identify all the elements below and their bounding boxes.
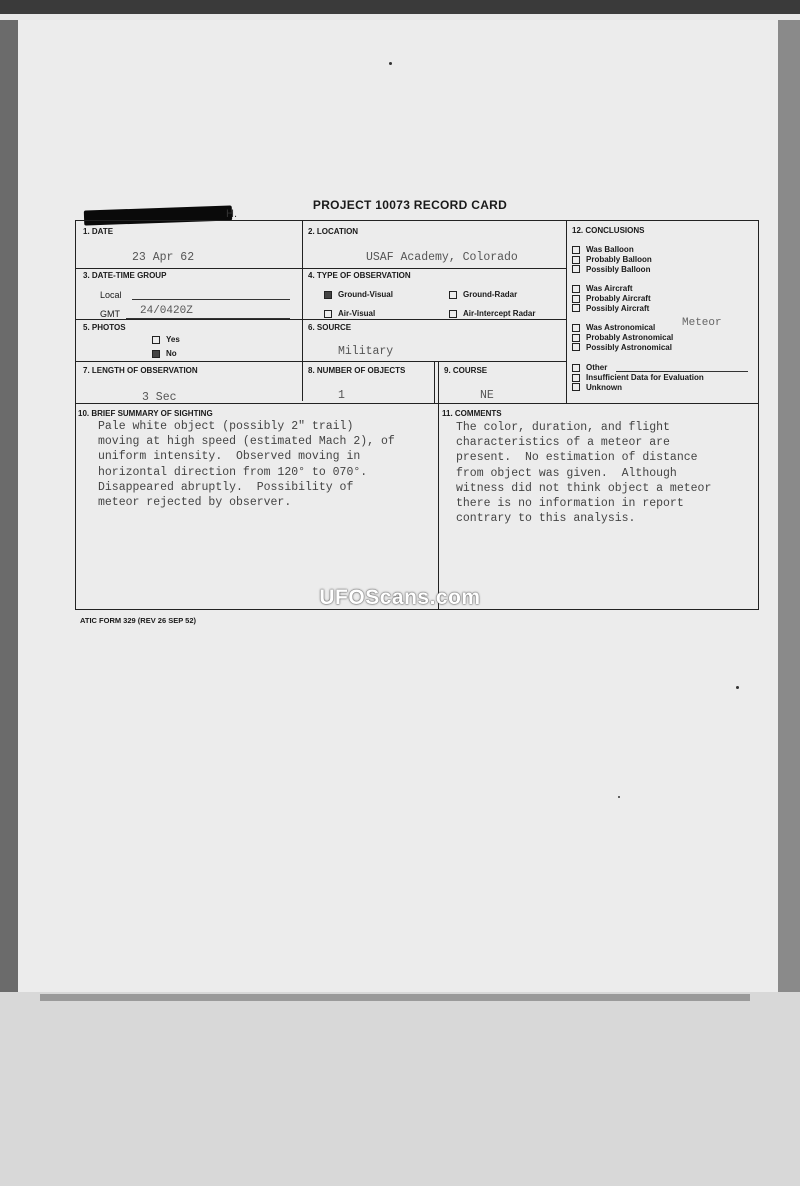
record-card: [75, 220, 759, 610]
scan-bottom-area: [0, 992, 800, 1186]
scan-bottom-line: [40, 994, 750, 1001]
source-label: 6. SOURCE: [308, 323, 352, 332]
scan-speck: [736, 686, 739, 689]
divider-row4: [76, 403, 758, 404]
divider-row3: [76, 361, 566, 362]
number-of-objects-value: 1: [338, 389, 345, 402]
conclusions-group-balloon: [572, 245, 652, 274]
conclusions-group-astronomical: [572, 323, 673, 352]
conclusion-item: Was Astronomical: [572, 323, 673, 333]
conclusions-group-other: [572, 363, 704, 392]
conclusion-item: Was Balloon: [572, 245, 652, 255]
conclusions-label: 12. CONCLUSIONS: [572, 226, 645, 235]
card-title: PROJECT 10073 RECORD CARD: [312, 198, 508, 212]
source-value: Military: [338, 345, 394, 358]
divider-row1: [76, 268, 566, 269]
length-of-observation-value: 3 Sec: [142, 391, 177, 404]
checkbox-icon: [449, 310, 457, 318]
conclusions-group-aircraft: [572, 284, 651, 313]
local-underline: [132, 299, 290, 300]
course-value: NE: [480, 389, 494, 402]
divider-vertical-col2: [566, 221, 567, 403]
number-of-objects-label: 8. NUMBER OF OBJECTS: [308, 366, 406, 375]
course-label: 9. COURSE: [444, 366, 488, 375]
divider-row2: [76, 319, 566, 320]
checkbox-icon: [572, 383, 580, 391]
conclusion-item: Unknown: [572, 383, 704, 393]
checkbox-icon: [449, 291, 457, 299]
redaction-tail: H.: [226, 208, 237, 220]
gmt-value: 24/0420Z: [140, 305, 193, 317]
date-label: 1. DATE: [83, 227, 114, 236]
checkbox-icon: [572, 285, 580, 293]
comments-label: 11. COMMENTS: [442, 409, 502, 418]
conclusion-item: Other: [572, 363, 704, 373]
photos-no: No: [152, 349, 177, 358]
gmt-underline: [126, 318, 290, 319]
divider-vertical-summary: [438, 361, 439, 609]
scan-left-edge: [0, 20, 20, 1000]
other-underline: [616, 371, 748, 372]
location-label: 2. LOCATION: [308, 227, 359, 236]
location-value: USAF Academy, Colorado: [366, 251, 518, 264]
conclusion-item: Possibly Aircraft: [572, 304, 651, 314]
comments-text: The color, duration, and flight characteristics of a meteor are present. No estimation of distance from object was given. Although witness did not think object a meteor there is no information in report contrary to this analysis.: [456, 421, 712, 526]
local-label: Local: [100, 290, 122, 300]
conclusion-item: Possibly Astronomical: [572, 343, 673, 353]
type-of-observation-label: 4. TYPE OF OBSERVATION: [308, 271, 411, 280]
checkbox-icon: [572, 334, 580, 342]
brief-summary-text: Pale white object (possibly 2" trail) moving at high speed (estimated Mach 2), of uniform intensity. Observed moving in horizontal direction from 120° to 070°. Disappeared abruptly. Possibility of meteor rejected by observer.: [98, 420, 395, 510]
checkbox-icon: [572, 246, 580, 254]
option-air-intercept-radar: Air-Intercept Radar: [449, 309, 535, 318]
photos-yes: Yes: [152, 335, 180, 344]
gmt-label: GMT: [100, 309, 120, 319]
checkbox-icon: [572, 364, 580, 372]
watermark: UFOScans.com: [319, 586, 481, 609]
checkbox-icon: [572, 374, 580, 382]
checkbox-icon: [572, 256, 580, 264]
option-air-visual: Air-Visual: [324, 309, 375, 318]
checkbox-icon: [572, 343, 580, 351]
checkbox-icon: [572, 324, 580, 332]
scan-right-edge: [778, 20, 800, 1000]
length-of-observation-label: 7. LENGTH OF OBSERVATION: [83, 366, 198, 375]
date-time-group-label: 3. DATE-TIME GROUP: [83, 271, 167, 280]
divider-vertical-objects: [434, 361, 435, 403]
option-ground-visual: Ground-Visual: [324, 290, 393, 299]
conclusion-item: Probably Astronomical: [572, 333, 673, 343]
form-footer: ATIC FORM 329 (REV 26 SEP 52): [80, 616, 197, 625]
checkbox-icon: [572, 265, 580, 273]
conclusion-item: Insufficient Data for Evaluation: [572, 373, 704, 383]
checkbox-icon: [324, 291, 332, 299]
conclusion-item: Possibly Balloon: [572, 265, 652, 275]
checkbox-icon: [572, 304, 580, 312]
divider-vertical-col1: [302, 221, 303, 401]
checkbox-icon: [152, 350, 160, 358]
astronomical-note: Meteor: [682, 317, 722, 329]
date-value: 23 Apr 62: [132, 251, 195, 264]
conclusion-item: Probably Balloon: [572, 255, 652, 265]
option-ground-radar: Ground-Radar: [449, 290, 517, 299]
conclusion-item: Was Aircraft: [572, 284, 651, 294]
checkbox-icon: [572, 295, 580, 303]
conclusion-item: Probably Aircraft: [572, 294, 651, 304]
checkbox-icon: [152, 336, 160, 344]
scan-speck: [389, 62, 392, 65]
photos-label: 5. PHOTOS: [83, 323, 126, 332]
checkbox-icon: [324, 310, 332, 318]
brief-summary-label: 10. BRIEF SUMMARY OF SIGHTING: [78, 409, 213, 418]
scan-speck: [618, 796, 620, 798]
